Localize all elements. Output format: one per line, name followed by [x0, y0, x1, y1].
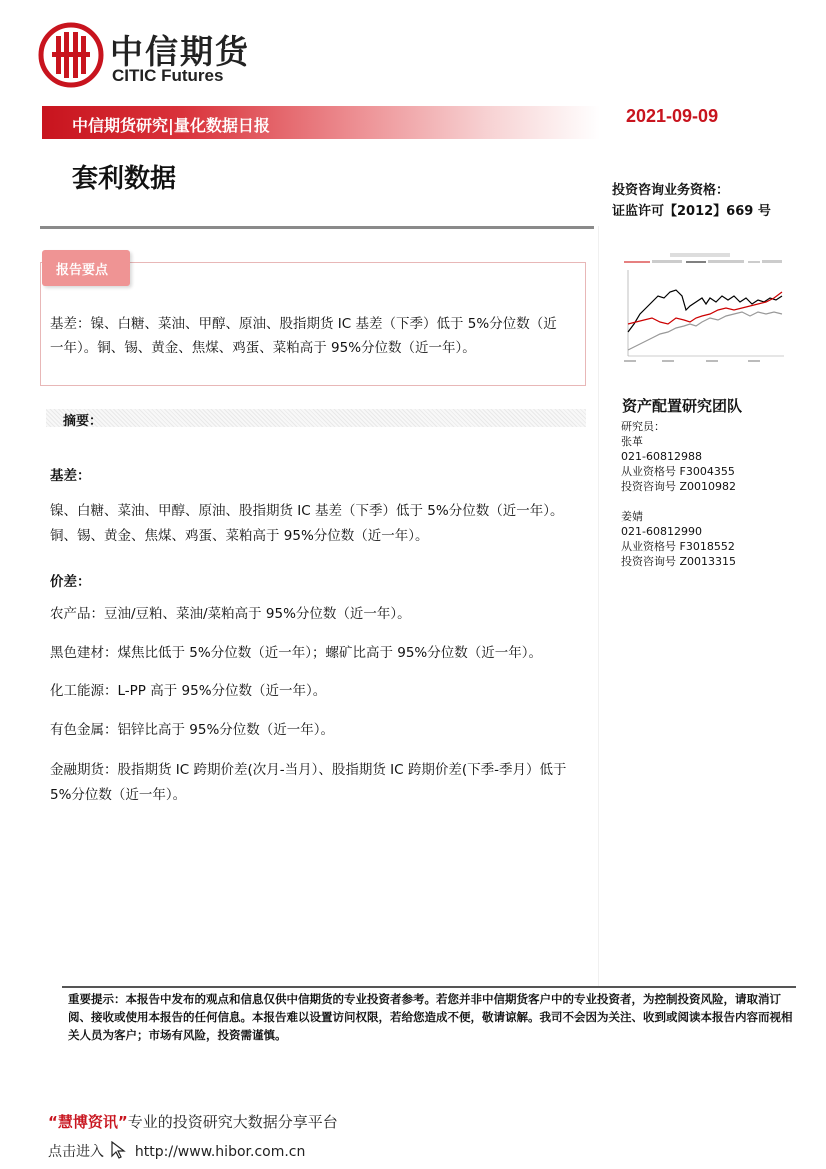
brand-name-en: CITIC Futures: [112, 66, 224, 85]
team-list: [621, 419, 736, 569]
basis-text: 镍、白糖、菜油、甲醇、原油、股指期货 IC 基差（下季）低于 5%分位数（近一年）。铜、锡、黄金、焦煤、鸡蛋、菜粕高于 95%分位数（近一年）。: [50, 503, 564, 544]
citic-logo-icon: [38, 22, 104, 88]
spread-chem: 化工能源：L-PP 高于 95%分位数（近一年）。: [50, 683, 327, 699]
footer-tagline: [48, 1111, 338, 1132]
key-points-text: 基差：镍、白糖、菜油、甲醇、原油、股指期货 IC 基差（下季）低于 5%分位数（近一年）。铜、锡、黄金、焦煤、鸡蛋、菜粕高于 95%分位数（近一年）。: [50, 316, 557, 356]
report-date: 2021-09-09: [626, 106, 719, 126]
column-divider: [598, 226, 599, 986]
basis-heading: 基差：: [50, 468, 91, 484]
team-line: [621, 494, 736, 509]
footer-link-prefix: 点击进入: [48, 1144, 104, 1160]
spread-black: 黑色建材：煤焦比低于 5%分位数（近一年）；螺矿比高于 95%分位数（近一年）。: [50, 645, 543, 661]
key-points-tab: [42, 250, 130, 286]
qualification-line: 证监许可【2012】669 号: [612, 204, 771, 219]
header-divider: [40, 226, 594, 229]
banner-title: 中信期货研究|量化数据日报: [72, 116, 270, 135]
disclaimer-text: 重要提示：本报告中发布的观点和信息仅供中信期货的专业投资者参考。若您并非中信期货客户中的专业投资者，为控制投资风险，请取消订阅、接收或使用本报告的任何信息。本报告难以设置访问权限，若给您造成不便，敬请谅解。我司不会因为关注、收到或阅读本报告内容而视相关人员为客户；市场有风险，投资需谨慎。: [68, 992, 793, 1042]
spread-agri: 农产品：豆油/豆粕、菜油/菜粕高于 95%分位数（近一年）。: [50, 606, 411, 622]
team-line: 021-60812990: [621, 525, 702, 538]
spread-metal: 有色金属：铝锌比高于 95%分位数（近一年）。: [50, 722, 335, 738]
team-line: 张革: [621, 435, 643, 448]
team-title: 资产配置研究团队: [622, 397, 743, 415]
footer-quote: “慧博资讯”: [48, 1113, 128, 1131]
disclaimer-divider: [62, 986, 796, 988]
team-line: 从业资格号 F3004355: [621, 465, 735, 478]
team-line: 从业资格号 F3018552: [621, 540, 735, 553]
footer-tagline-text: 专业的投资研究大数据分享平台: [127, 1113, 338, 1131]
team-line: 021-60812988: [621, 450, 702, 463]
summary-bar: [46, 409, 586, 427]
footer-link-row[interactable]: [48, 1141, 305, 1161]
spread-heading: 价差：: [50, 574, 91, 590]
team-line: 投资咨询号 Z0013315: [621, 555, 737, 568]
key-points-tab-label: 报告要点: [56, 263, 109, 278]
thumbnail-chart-image: [610, 252, 786, 370]
page-title: 套利数据: [72, 164, 177, 194]
brand-name-cn: 中信期货: [110, 32, 250, 71]
qualification-line: 投资咨询业务资格：: [612, 183, 730, 198]
team-line: 姜婧: [621, 510, 643, 523]
team-line: 投资咨询号 Z0010982: [621, 480, 737, 493]
footer-url-link[interactable]: http://www.hibor.com.cn: [134, 1144, 306, 1160]
cursor-arrow-icon: [108, 1141, 130, 1159]
qualification: [612, 180, 771, 222]
team-line: 研究员：: [621, 420, 665, 433]
summary-label: 摘要：: [63, 414, 103, 429]
spread-fin: 金融期货：股指期货 IC 跨期价差(次月-当月）、股指期货 IC 跨期价差(下季-季月）低于 5%分位数（近一年）。: [50, 762, 567, 803]
report-banner: [42, 106, 600, 139]
